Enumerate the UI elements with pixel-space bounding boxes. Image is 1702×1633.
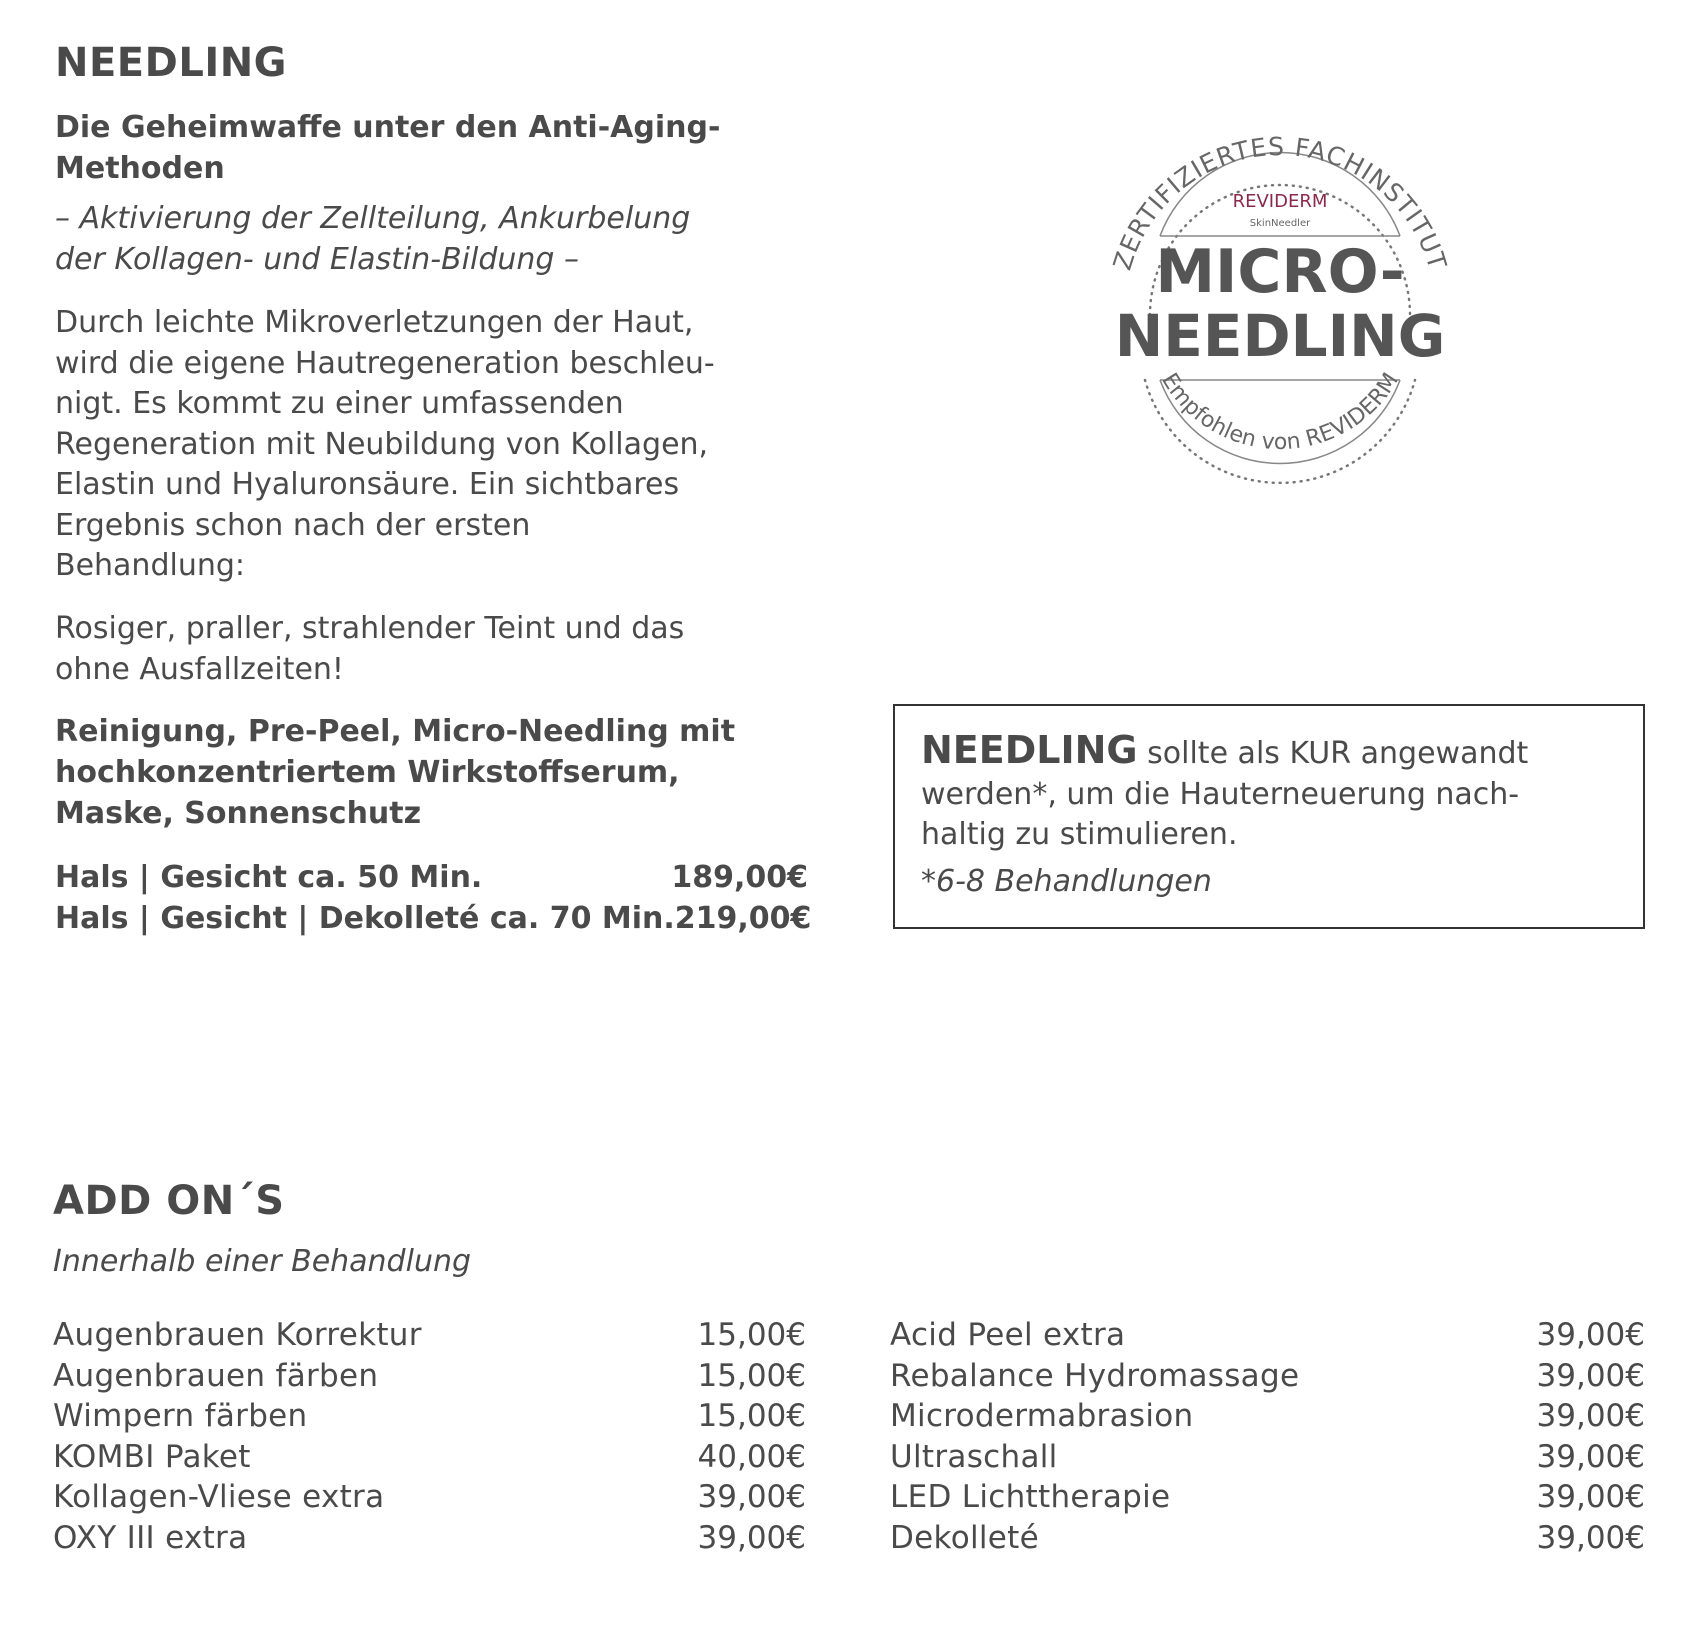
addon-price: 39,00€ [1536, 1317, 1645, 1353]
addon-row [53, 1315, 806, 1356]
seal-brand: REVIDERM [1232, 191, 1328, 212]
description-line: Regeneration mit Neubildung von Kollagen, [55, 426, 709, 462]
tagline-line: – Aktivierung der Zellteilung, Ankurbelung [55, 201, 691, 236]
addon-price: 39,00€ [697, 1519, 806, 1556]
addon-row [53, 1518, 806, 1559]
addon-label: Kollagen-Vliese extra [53, 1479, 385, 1515]
notice-line3: haltig zu stimulieren. [921, 817, 1238, 852]
addon-price: 15,00€ [697, 1398, 806, 1434]
steps-line: Reinigung, Pre-Peel, Micro-Needling mit [55, 714, 736, 749]
price-row [55, 857, 808, 898]
notice-line [921, 730, 1619, 775]
notice-line1-rest: sollte als KUR angewandt [1137, 736, 1529, 771]
seal-line1: MICRO- [1155, 237, 1405, 307]
description-line: nigt. Es kommt zu einer umfassenden [55, 386, 624, 421]
price-row [55, 898, 812, 939]
notice-line2: werden*, um die Hauterneuerung nach- [921, 776, 1520, 812]
addon-label: Wimpern färben [53, 1398, 308, 1434]
needling-benefit [55, 609, 845, 690]
addon-price: 15,00€ [697, 1357, 806, 1394]
addon-label: Rebalance Hydromassage [890, 1357, 1300, 1394]
addon-label: Microdermabrasion [890, 1398, 1194, 1434]
addon-row [890, 1315, 1645, 1356]
notice-footnote: *6-8 Behandlungen [921, 863, 1212, 899]
steps-line: Maske, Sonnenschutz [55, 796, 422, 831]
needling-tagline [55, 198, 835, 280]
addons-left-list [53, 1315, 806, 1558]
addon-price: 40,00€ [697, 1438, 806, 1475]
addon-row [890, 1396, 1645, 1437]
needling-steps [55, 711, 845, 834]
addons-right-list [890, 1315, 1645, 1558]
addon-label: KOMBI Paket [53, 1438, 251, 1475]
addon-row [890, 1477, 1645, 1518]
addon-row [53, 1396, 806, 1437]
price-value: 219,00€ [674, 901, 812, 936]
subtitle-line: Methoden [55, 151, 225, 186]
needling-price-list [55, 857, 812, 939]
description-line: Elastin und Hyaluronsäure. Ein sichtbares [55, 467, 680, 502]
addon-label: Augenbrauen färben [53, 1357, 379, 1394]
description-line: wird die eigene Hautregeneration beschleu- [55, 345, 715, 381]
addon-row [890, 1518, 1645, 1559]
price-value: 189,00€ [671, 860, 808, 895]
benefit-line: Rosiger, praller, strahlender Teint und das [55, 611, 685, 646]
seal-bottom-arc-text [1156, 369, 1403, 455]
addon-label: Dekolleté [890, 1519, 1039, 1556]
needling-description [55, 303, 845, 587]
addon-price: 39,00€ [1536, 1398, 1645, 1434]
addon-label: Ultraschall [890, 1438, 1058, 1475]
kur-notice-box [893, 704, 1645, 929]
price-label: Hals | Gesicht ca. 50 Min. [55, 860, 483, 895]
seal-brand-sub: SkinNeedler [1249, 218, 1311, 229]
benefit-line: ohne Ausfallzeiten! [55, 651, 344, 687]
addon-price: 39,00€ [1536, 1357, 1645, 1394]
needling-subtitle [55, 107, 835, 189]
addon-row [890, 1437, 1645, 1478]
description-line: Behandlung: [55, 548, 246, 583]
addons-title: ADD ON´S [53, 1178, 285, 1224]
addon-row [53, 1437, 806, 1478]
addon-label: OXY III extra [53, 1519, 248, 1556]
subtitle-line: Die Geheimwaffe unter den Anti-Aging- [55, 110, 721, 145]
steps-line: hochkonzentriertem Wirkstoffserum, [55, 755, 680, 790]
addon-row [890, 1356, 1645, 1397]
seal-top-arc-path: ZERTIFIZIERTES FACHINSTITUT [1107, 131, 1453, 274]
addon-label: LED Lichttherapie [890, 1479, 1171, 1515]
micro-needling-seal [1080, 110, 1480, 510]
tagline-line: der Kollagen- und Elastin-Bildung – [55, 242, 580, 277]
addon-price: 39,00€ [1536, 1479, 1645, 1515]
description-line: Durch leichte Mikroverletzungen der Haut, [55, 305, 694, 340]
addon-price: 39,00€ [1536, 1438, 1645, 1475]
seal-line2: NEEDLING [1114, 302, 1446, 370]
price-label: Hals | Gesicht | Dekolleté ca. 70 Min. [55, 901, 675, 936]
addon-price: 15,00€ [697, 1317, 806, 1353]
addon-row [53, 1477, 806, 1518]
addon-price: 39,00€ [697, 1479, 806, 1515]
addons-subtitle: Innerhalb einer Behandlung [53, 1244, 472, 1279]
needling-title: NEEDLING [55, 40, 288, 86]
seal-bottom-arc-path: Empfohlen von REVIDERM [1156, 368, 1404, 456]
addon-label: Acid Peel extra [890, 1317, 1126, 1353]
notice-strong: NEEDLING [921, 728, 1138, 772]
addon-row [53, 1356, 806, 1397]
addon-price: 39,00€ [1536, 1519, 1645, 1556]
addon-label: Augenbrauen Korrektur [53, 1317, 422, 1353]
description-line: Ergebnis schon nach der ersten [55, 507, 531, 543]
